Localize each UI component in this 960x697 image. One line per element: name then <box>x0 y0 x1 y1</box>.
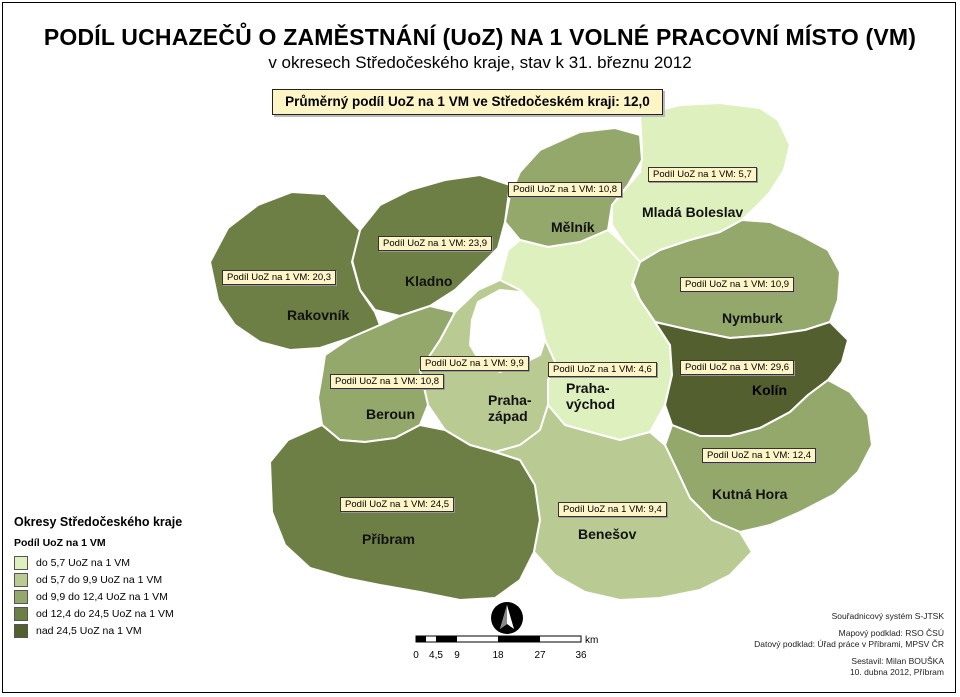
scale-tick: 0 <box>413 650 419 660</box>
legend-item <box>14 605 244 622</box>
scale-tick: 18 <box>492 650 504 660</box>
name-kolin: Kolín <box>752 382 787 398</box>
legend-swatch <box>14 590 28 604</box>
name-praha-vychod: Praha- východ <box>566 380 616 412</box>
credit-date: 10. dubna 2012, Příbram <box>849 667 944 677</box>
legend-item <box>14 571 244 588</box>
credit-map-source: Mapový podklad: RSO ČSÚ <box>838 628 944 638</box>
label-kutna-hora: Podíl UoZ na 1 VM: 12,4 <box>702 448 816 463</box>
label-beroun: Podíl UoZ na 1 VM: 10,8 <box>330 374 444 389</box>
average-ratio-box: Průměrný podíl UoZ na 1 VM ve Středočeském kraji: 12,0 <box>272 89 663 115</box>
name-nymburk: Nymburk <box>722 310 783 326</box>
legend-label: od 5,7 do 9,9 UoZ na 1 VM <box>36 573 163 586</box>
name-kladno: Kladno <box>405 273 453 289</box>
credit-data-source: Datový podklad: Úřad práce v Příbrami, MPSV ČR <box>754 639 944 649</box>
name-rakovnik: Rakovník <box>287 307 350 323</box>
credit-coordinate-system: Souřadnicový systém S-JTSK <box>831 611 944 621</box>
legend-item <box>14 588 244 605</box>
scale-tick: 4,5 <box>429 650 443 660</box>
legend-label: od 9,9 do 12,4 UoZ na 1 VM <box>36 590 168 603</box>
label-mlada-boleslav: Podíl UoZ na 1 VM: 5,7 <box>648 167 757 182</box>
label-kladno: Podíl UoZ na 1 VM: 23,9 <box>378 236 492 251</box>
name-beroun: Beroun <box>366 406 415 422</box>
scale-tick: 36 <box>575 650 587 660</box>
scale-tick: 9 <box>454 650 460 660</box>
legend-subtitle: Podíl UoZ na 1 VM <box>14 537 106 549</box>
label-nymburk: Podíl UoZ na 1 VM: 10,9 <box>680 277 794 292</box>
name-mlada-boleslav: Mladá Boleslav <box>642 204 744 220</box>
legend-item <box>14 622 244 639</box>
legend-title: Okresy Středočeského kraje <box>14 515 183 529</box>
label-pribram: Podíl UoZ na 1 VM: 24,5 <box>340 497 454 512</box>
label-benesov: Podíl UoZ na 1 VM: 9,4 <box>558 502 667 517</box>
legend-item <box>14 554 244 571</box>
scale-bar <box>410 630 600 660</box>
map-title: PODÍL UCHAZEČŮ O ZAMĚSTNÁNÍ (UoZ) NA 1 VOLNÉ PRACOVNÍ MÍSTO (VM) <box>43 24 917 50</box>
legend-swatch <box>14 556 28 570</box>
label-melnik: Podíl UoZ na 1 VM: 10,8 <box>508 182 622 197</box>
map-subtitle: v okresech Středočeského kraje, stav k 31. březnu 2012 <box>268 53 692 72</box>
legend-label: od 12,4 do 24,5 UoZ na 1 VM <box>36 607 174 620</box>
name-benesov: Benešov <box>578 526 637 542</box>
label-praha-zapad: Podíl UoZ na 1 VM: 9,9 <box>420 356 529 371</box>
legend-swatch <box>14 607 28 621</box>
name-praha-zapad: Praha- západ <box>488 392 532 424</box>
legend-swatch <box>14 624 28 638</box>
credit-author: Sestavil: Milan BOUŠKA <box>851 656 944 666</box>
label-kolin: Podíl UoZ na 1 VM: 29,6 <box>680 360 794 375</box>
legend-swatch <box>14 573 28 587</box>
legend-label: do 5,7 UoZ na 1 VM <box>36 556 130 569</box>
label-rakovnik: Podíl UoZ na 1 VM: 20,3 <box>222 270 336 285</box>
name-pribram: Příbram <box>362 531 415 547</box>
label-praha-vychod: Podíl UoZ na 1 VM: 4,6 <box>548 362 657 377</box>
legend-label: nad 24,5 UoZ na 1 VM <box>36 624 142 637</box>
name-melnik: Mělník <box>551 219 595 235</box>
legend <box>14 515 244 639</box>
scale-unit: km <box>585 635 599 646</box>
name-kutna-hora: Kutná Hora <box>712 486 788 502</box>
scale-tick: 27 <box>534 650 546 660</box>
